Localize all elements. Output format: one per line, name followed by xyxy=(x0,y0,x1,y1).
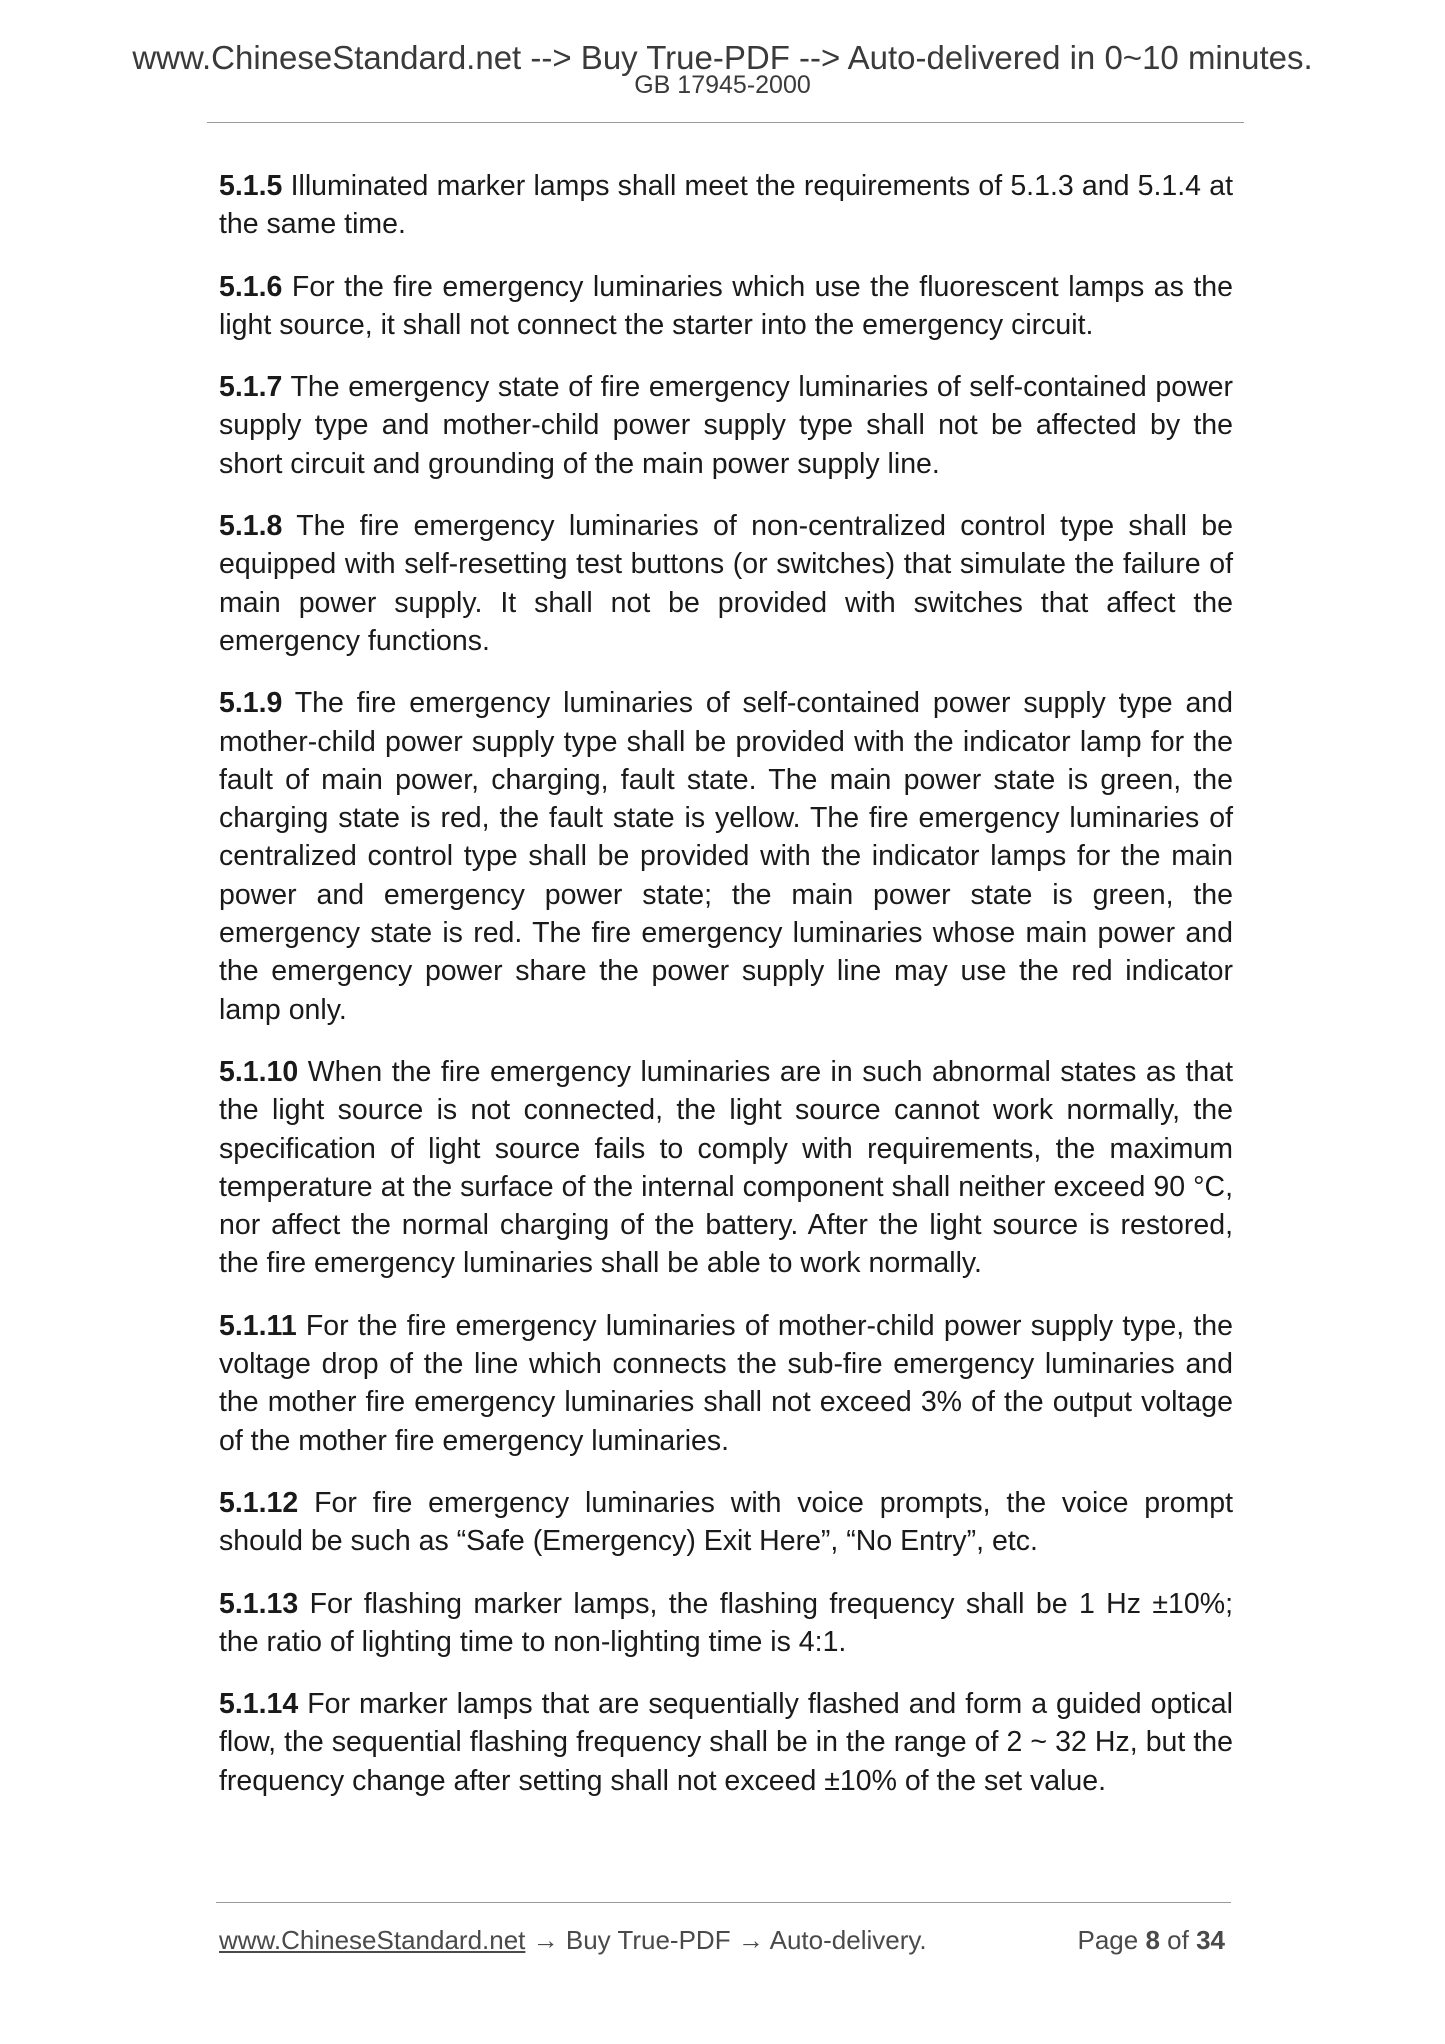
clause-number: 5.1.5 xyxy=(219,170,283,202)
clause-5-1-6 xyxy=(219,268,1233,345)
clause-number: 5.1.13 xyxy=(219,1587,299,1620)
clause-5-1-8 xyxy=(219,507,1233,660)
clause-5-1-5 xyxy=(219,167,1233,244)
clause-number: 5.1.6 xyxy=(219,270,283,303)
clause-5-1-9 xyxy=(219,684,1233,1029)
clause-5-1-7 xyxy=(219,368,1233,483)
current-page-number: 8 xyxy=(1145,1925,1160,1955)
clause-text: For the fire emergency luminaries which use the fluorescent lamps as the light source, it shall not connect the starter into the emergency circuit. xyxy=(219,270,1233,341)
clause-5-1-13 xyxy=(219,1585,1233,1662)
of-label: of xyxy=(1167,1925,1189,1955)
clause-number: 5.1.12 xyxy=(219,1486,299,1519)
clause-5-1-11 xyxy=(219,1307,1233,1460)
arrow-right-icon: → xyxy=(532,1925,559,1955)
page-label: Page xyxy=(1077,1925,1139,1955)
clause-text: For the fire emergency luminaries of mother-child power supply type, the voltage drop of the line which connects the sub-fire emergency luminaries and the mother fire emergency luminaries shall not exceed 3% of the output voltage of the mother fire emergency luminaries. xyxy=(219,1309,1233,1457)
buy-true-pdf-link[interactable]: Buy True-PDF xyxy=(565,1925,731,1955)
page-footer xyxy=(219,1920,1231,1960)
clause-number: 5.1.14 xyxy=(219,1688,299,1721)
clause-number: 5.1.9 xyxy=(219,687,283,720)
header-divider xyxy=(207,122,1244,123)
total-pages-number: 34 xyxy=(1196,1925,1225,1955)
header-banner[interactable]: www.ChineseStandard.net --> Buy True-PDF --> Auto-delivered in 0~10 minutes. xyxy=(132,39,1313,76)
clause-text: For flashing marker lamps, the flashing frequency shall be 1 Hz ±10%; the ratio of lighting time to non-lighting time is 4:1. xyxy=(219,1587,1233,1658)
clause-text: The fire emergency luminaries of self-contained power supply type and mother-child power supply type shall be provided with the indicator lamp for the fault of main power, charging, fault state. The main power state is green, the charging state is red, the fault state is yellow. The fire emergency luminaries of centralized control type shall be provided with the indicator lamps for the main power and emergency power state; the main power state is green, the emergency state is red. The fire emergency luminaries whose main power and the emergency power share the power supply line may use the red indicator lamp only. xyxy=(219,687,1233,1026)
footer-divider xyxy=(216,1902,1231,1903)
clause-5-1-10 xyxy=(219,1053,1233,1283)
footer-promo xyxy=(219,1920,927,1960)
standard-code: GB 17945-2000 xyxy=(634,71,811,99)
document-body xyxy=(219,167,1233,1824)
clause-text: The fire emergency luminaries of non-centralized control type shall be equipped with self-resetting test buttons (or switches) that simulate the failure of main power supply. It shall not be provided with switches that affect the emergency functions. xyxy=(219,510,1233,657)
page-header xyxy=(0,38,1445,98)
page-indicator xyxy=(1077,1920,1225,1960)
clause-text: For marker lamps that are sequentially flashed and form a guided optical flow, the sequential flashing frequency shall be in the range of 2 ~ 32 Hz, but the frequency change after setting shall not exceed ±10% of the set value. xyxy=(219,1688,1233,1797)
clause-text: When the fire emergency luminaries are in such abnormal states as that the light source is not connected, the light source cannot work normally, the specification of light source fails to comply with requirements, the maximum temperature at the surface of the internal component shall neither exceed 90 °C, nor affect the normal charging of the battery. After the light source is restored, the fire emergency luminaries shall be able to work normally. xyxy=(219,1055,1233,1280)
clause-number: 5.1.8 xyxy=(219,510,283,543)
clause-number: 5.1.11 xyxy=(219,1309,297,1342)
clause-number: 5.1.7 xyxy=(219,371,283,404)
clause-5-1-14 xyxy=(219,1685,1233,1800)
clause-number: 5.1.10 xyxy=(219,1055,299,1088)
clause-text: Illuminated marker lamps shall meet the requirements of 5.1.3 and 5.1.4 at the same time. xyxy=(219,170,1233,241)
auto-delivery-text: Auto-delivery. xyxy=(769,1925,927,1955)
website-link[interactable]: www.ChineseStandard.net xyxy=(219,1925,526,1955)
clause-5-1-12 xyxy=(219,1484,1233,1561)
clause-text: The emergency state of fire emergency luminaries of self-contained power supply type and mother-child power supply type shall not be affected by the short circuit and grounding of the main power supply line. xyxy=(219,371,1233,480)
arrow-right-icon: → xyxy=(737,1925,764,1955)
clause-text: For fire emergency luminaries with voice prompts, the voice prompt should be such as “Safe (Emergency) Exit Here”, “No Entry”, etc. xyxy=(219,1486,1233,1558)
